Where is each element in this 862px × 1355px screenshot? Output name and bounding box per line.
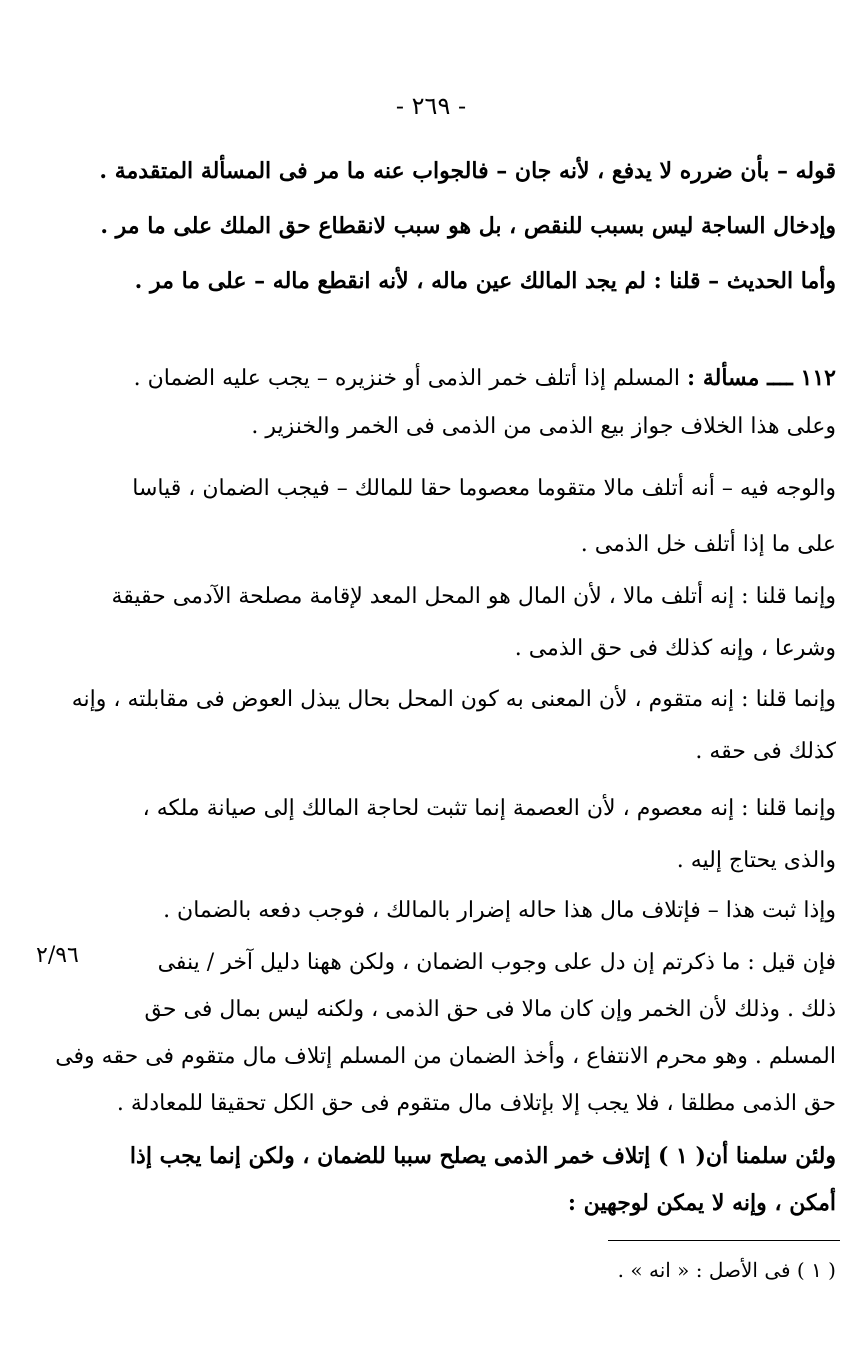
paragraph-intro [99, 144, 836, 309]
text-line: وإنما قلنا : إنه متقوم ، لأن المعنى به كون المحل بحال يبذل العوض فى مقابلته ، وإنه [71, 687, 836, 712]
footnote: ( ١ ) فى الأصل : « انه » . [617, 1258, 836, 1282]
text-line: وإنما قلنا : إنه معصوم ، لأن العصمة إنما تثبت لحاجة المالك إلى صيانة ملكه ، [142, 796, 836, 821]
text-line: وأما الحديث – قلنا : لم يجد المالك عين ماله ، لأنه انقطع ماله – على ما مر . [134, 268, 836, 294]
paragraph-concession [112, 1133, 836, 1227]
margin-folio-reference: ٢/٩٦ [36, 943, 79, 968]
text-line: ذلك . وذلك لأن الخمر وإن كان مالا فى حق الذمى ، ولكنه ليس بمال فى حق [144, 997, 836, 1022]
paragraph-masala-112 [112, 354, 836, 451]
footnote-divider [608, 1240, 840, 1241]
text-line: فإن قيل : ما ذكرتم إن دل على وجوب الضمان ، ولكن ههنا دليل آخر / ينفى [157, 950, 836, 975]
page-number: - ٢٦٩ - [395, 92, 467, 120]
text-line: قوله – بأن ضرره لا يدفع ، لأنه جان – فالجواب عنه ما مر فى المسألة المتقدمة . [99, 158, 836, 184]
text-line: المسلم . وهو محرم الانتفاع ، وأخذ الضمان من المسلم إتلاف مال متقوم فى حقه وفى [55, 1044, 836, 1069]
paragraph-mutaqawwim [71, 674, 836, 778]
text-line: أمكن ، وإنه لا يمكن لوجهين : [567, 1190, 836, 1216]
text-line: والذى يحتاج إليه . [676, 848, 836, 873]
text-line: وإنما قلنا : إنه أتلف مالا ، لأن المال هو المحل المعد لإقامة مصلحة الآدمى حقيقة [111, 584, 836, 609]
paragraph-mal [112, 571, 836, 675]
masala-text: المسلم إذا أتلف خمر الذمى أو خنزيره – يجب عليه الضمان . [133, 366, 681, 391]
masala-label: ١١٢ ــــ مسألة : [687, 365, 836, 391]
text-line: وإذا ثبت هذا – فإتلاف مال هذا حاله إضرار بالمالك ، فوجب دفعه بالضمان . [163, 898, 836, 923]
text-line: وإدخال الساجة ليس بسبب للنقص ، بل هو سبب لانقطاع حق الملك على ما مر . [100, 213, 836, 239]
text-line: كذلك فى حقه . [695, 739, 836, 764]
text-line: والوجه فيه – أنه أتلف مالا متقوما معصوما حقا للمالك – فيجب الضمان ، قياسا [132, 476, 836, 501]
text-line: وعلى هذا الخلاف جواز بيع الذمى من الذمى فى الخمر والخنزير . [251, 414, 836, 439]
paragraph-wajh [112, 461, 836, 573]
text-line: على ما إذا أتلف خل الذمى . [580, 532, 836, 557]
text-line [112, 354, 836, 403]
paragraph-masum [112, 783, 836, 887]
text-line: وشرعا ، وإنه كذلك فى حق الذمى . [514, 636, 836, 661]
paragraph-conclusion [112, 885, 836, 937]
text-line: حق الذمى مطلقا ، فلا يجب إلا بإتلاف مال متقوم فى حق الكل تحقيقا للمعادلة . [116, 1091, 836, 1116]
text-line: ولئن سلمنا أن( ١ ) إتلاف خمر الذمى يصلح سببا للضمان ، ولكن إنما يجب إذا [129, 1143, 836, 1169]
